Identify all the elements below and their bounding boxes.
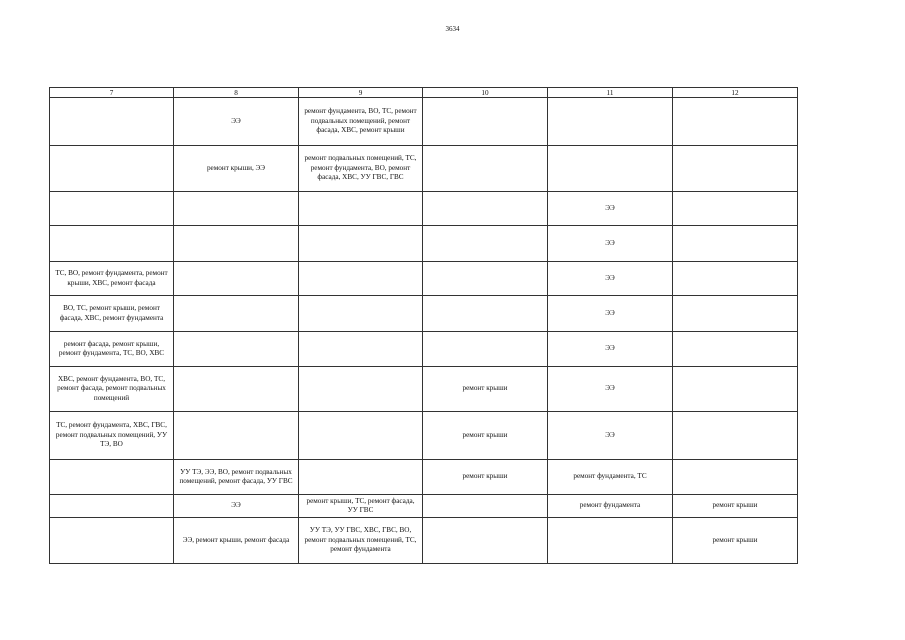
table-cell xyxy=(673,412,798,460)
column-header: 11 xyxy=(548,88,673,98)
table-row xyxy=(50,192,798,226)
table-cell xyxy=(548,98,673,146)
table-cell: ремонт крыши xyxy=(673,518,798,564)
table-cell xyxy=(299,192,423,226)
table-cell xyxy=(50,146,174,192)
table-cell xyxy=(548,518,673,564)
column-header: 9 xyxy=(299,88,423,98)
page-number: 3634 xyxy=(445,25,460,33)
table-cell xyxy=(174,192,299,226)
table-cell xyxy=(673,332,798,367)
table-row xyxy=(50,460,798,495)
table-cell xyxy=(423,98,548,146)
table-cell xyxy=(423,226,548,262)
table-cell: ремонт крыши xyxy=(673,495,798,518)
table-cell: УУ ТЭ, УУ ГВС, ХВС, ГВС, ВО, ремонт подвальных помещений, ТС, ремонт фундамента xyxy=(299,518,423,564)
table-cell xyxy=(299,367,423,412)
table-cell: ТС, ремонт фундамента, ХВС, ГВС, ремонт подвальных помещений, УУ ТЭ, ВО xyxy=(50,412,174,460)
table-cell xyxy=(423,262,548,296)
table-cell: ремонт фундамента, ТС xyxy=(548,460,673,495)
table-cell xyxy=(174,412,299,460)
table-cell: УУ ТЭ, ЭЭ, ВО, ремонт подвальных помещений, ремонт фасада, УУ ГВС xyxy=(174,460,299,495)
table-cell: ремонт крыши xyxy=(423,367,548,412)
table-cell xyxy=(174,332,299,367)
table-cell xyxy=(423,332,548,367)
table-cell xyxy=(174,367,299,412)
table-row xyxy=(50,98,798,146)
table-cell: ремонт фасада, ремонт крыши, ремонт фундамента, ТС, ВО, ХВС xyxy=(50,332,174,367)
table-cell: ЭЭ xyxy=(548,192,673,226)
table-cell: ЭЭ xyxy=(548,367,673,412)
table-cell: ремонт крыши, ТС, ремонт фасада, УУ ГВС xyxy=(299,495,423,518)
table-cell xyxy=(423,495,548,518)
table-cell xyxy=(174,296,299,332)
table-cell xyxy=(673,192,798,226)
table-row xyxy=(50,332,798,367)
table-cell: ЭЭ xyxy=(174,98,299,146)
table-cell xyxy=(673,460,798,495)
table-cell xyxy=(423,518,548,564)
table-cell: ЭЭ xyxy=(548,332,673,367)
table-row xyxy=(50,495,798,518)
table-cell xyxy=(174,226,299,262)
table-cell: ремонт фундамента, ВО, ТС, ремонт подвальных помещений, ремонт фасада, ХВС, ремонт крыши xyxy=(299,98,423,146)
table-cell xyxy=(299,262,423,296)
table-cell: ремонт крыши, ЭЭ xyxy=(174,146,299,192)
table-cell xyxy=(50,460,174,495)
table-cell xyxy=(299,332,423,367)
table-cell xyxy=(50,192,174,226)
table-cell xyxy=(423,192,548,226)
table-cell xyxy=(673,226,798,262)
table-row xyxy=(50,367,798,412)
table-cell xyxy=(673,367,798,412)
table-cell: ЭЭ, ремонт крыши, ремонт фасада xyxy=(174,518,299,564)
column-header: 12 xyxy=(673,88,798,98)
table-cell xyxy=(50,98,174,146)
table-cell xyxy=(50,226,174,262)
table-cell: ЭЭ xyxy=(548,296,673,332)
header-row xyxy=(50,88,798,98)
column-header: 8 xyxy=(174,88,299,98)
table-cell xyxy=(50,495,174,518)
table-cell xyxy=(673,98,798,146)
table-cell: ТС, ВО, ремонт фундамента, ремонт крыши, ХВС, ремонт фасада xyxy=(50,262,174,296)
table-row xyxy=(50,518,798,564)
column-header: 7 xyxy=(50,88,174,98)
table-cell: ремонт крыши xyxy=(423,412,548,460)
table-row xyxy=(50,296,798,332)
table-cell: ЭЭ xyxy=(174,495,299,518)
table-cell xyxy=(174,262,299,296)
column-header: 10 xyxy=(423,88,548,98)
table-cell xyxy=(299,296,423,332)
table-cell xyxy=(423,296,548,332)
table-cell: ремонт фундамента xyxy=(548,495,673,518)
table-cell xyxy=(299,226,423,262)
table-cell: ремонт крыши xyxy=(423,460,548,495)
table-row xyxy=(50,262,798,296)
table-cell xyxy=(673,146,798,192)
table-row xyxy=(50,412,798,460)
table-row xyxy=(50,226,798,262)
table-cell xyxy=(673,296,798,332)
table-cell xyxy=(548,146,673,192)
table-cell xyxy=(299,412,423,460)
table-cell: ХВС, ремонт фундамента, ВО, ТС, ремонт фасада, ремонт подвальных помещений xyxy=(50,367,174,412)
table-cell xyxy=(299,460,423,495)
table-cell xyxy=(50,518,174,564)
table-row xyxy=(50,146,798,192)
table-cell: ЭЭ xyxy=(548,412,673,460)
table-cell: ремонт подвальных помещений, ТС, ремонт фундамента, ВО, ремонт фасада, ХВС, УУ ГВС, ГВС xyxy=(299,146,423,192)
table-cell xyxy=(423,146,548,192)
works-table xyxy=(49,87,798,564)
table-cell: ЭЭ xyxy=(548,226,673,262)
table-cell: ЭЭ xyxy=(548,262,673,296)
table-cell: ВО, ТС, ремонт крыши, ремонт фасада, ХВС, ремонт фундамента xyxy=(50,296,174,332)
table-cell xyxy=(673,262,798,296)
